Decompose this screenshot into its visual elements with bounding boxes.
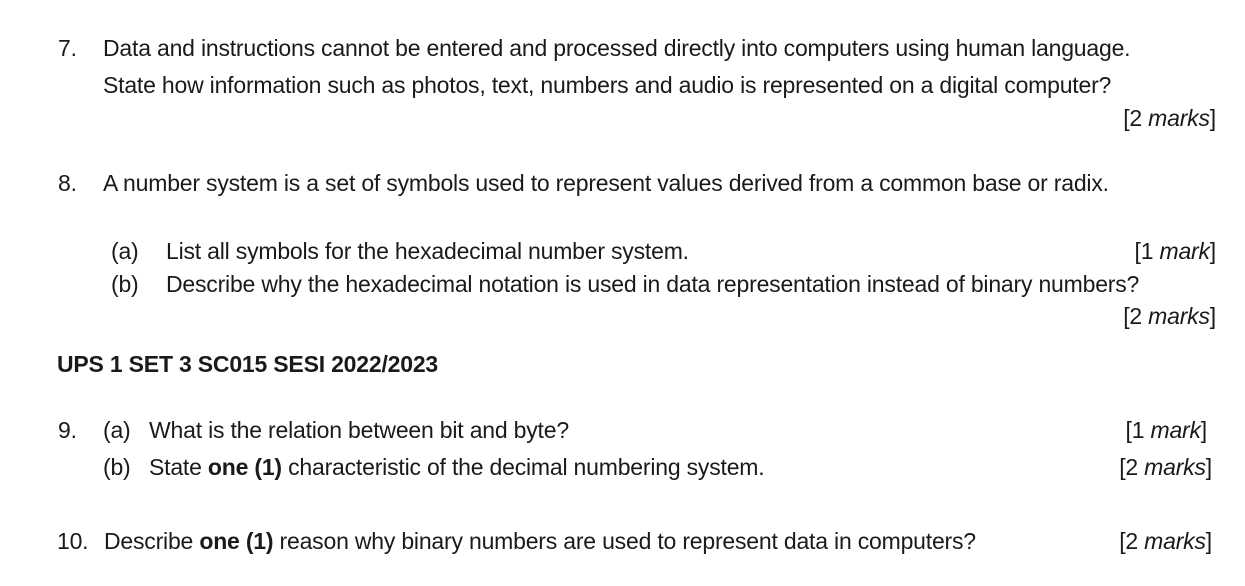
question-8b-marks: [2 marks] — [1123, 303, 1216, 329]
question-8a-text: List all symbols for the hexadecimal number system. — [166, 238, 689, 264]
question-8b-text: Describe why the hexadecimal notation is used in data representation instead of binary numbers? — [166, 271, 1140, 297]
question-8a-label: (a) — [111, 238, 139, 264]
question-9b-label: (b) — [103, 454, 131, 480]
question-8-text: A number system is a set of symbols used to represent values derived from a common base or radix. — [103, 170, 1109, 196]
question-9b-text: State one (1) characteristic of the decimal numbering system. — [149, 454, 765, 480]
question-8b-label: (b) — [111, 271, 139, 297]
question-9b-marks: [2 marks] — [1119, 454, 1212, 480]
question-7-number: 7. — [58, 35, 77, 61]
question-7-line-2: State how information such as photos, text, numbers and audio is represented on a digital computer? — [103, 72, 1112, 98]
question-9a-marks: [1 mark] — [1125, 417, 1207, 443]
question-10-text: Describe one (1) reason why binary numbers are used to represent data in computers? — [104, 528, 976, 554]
question-7-marks: [2 marks] — [1123, 105, 1216, 131]
section-heading: UPS 1 SET 3 SC015 SESI 2022/2023 — [57, 351, 439, 377]
question-10-marks: [2 marks] — [1119, 528, 1212, 554]
question-9-number: 9. — [58, 417, 77, 443]
question-7-line-1: Data and instructions cannot be entered and processed directly into computers using human language. — [103, 35, 1131, 61]
question-9a-label: (a) — [103, 417, 131, 443]
question-10-number: 10. — [57, 528, 89, 554]
question-9a-text: What is the relation between bit and byte? — [149, 417, 569, 443]
question-8a-marks: [1 mark] — [1134, 238, 1216, 264]
question-8-number: 8. — [58, 170, 77, 196]
